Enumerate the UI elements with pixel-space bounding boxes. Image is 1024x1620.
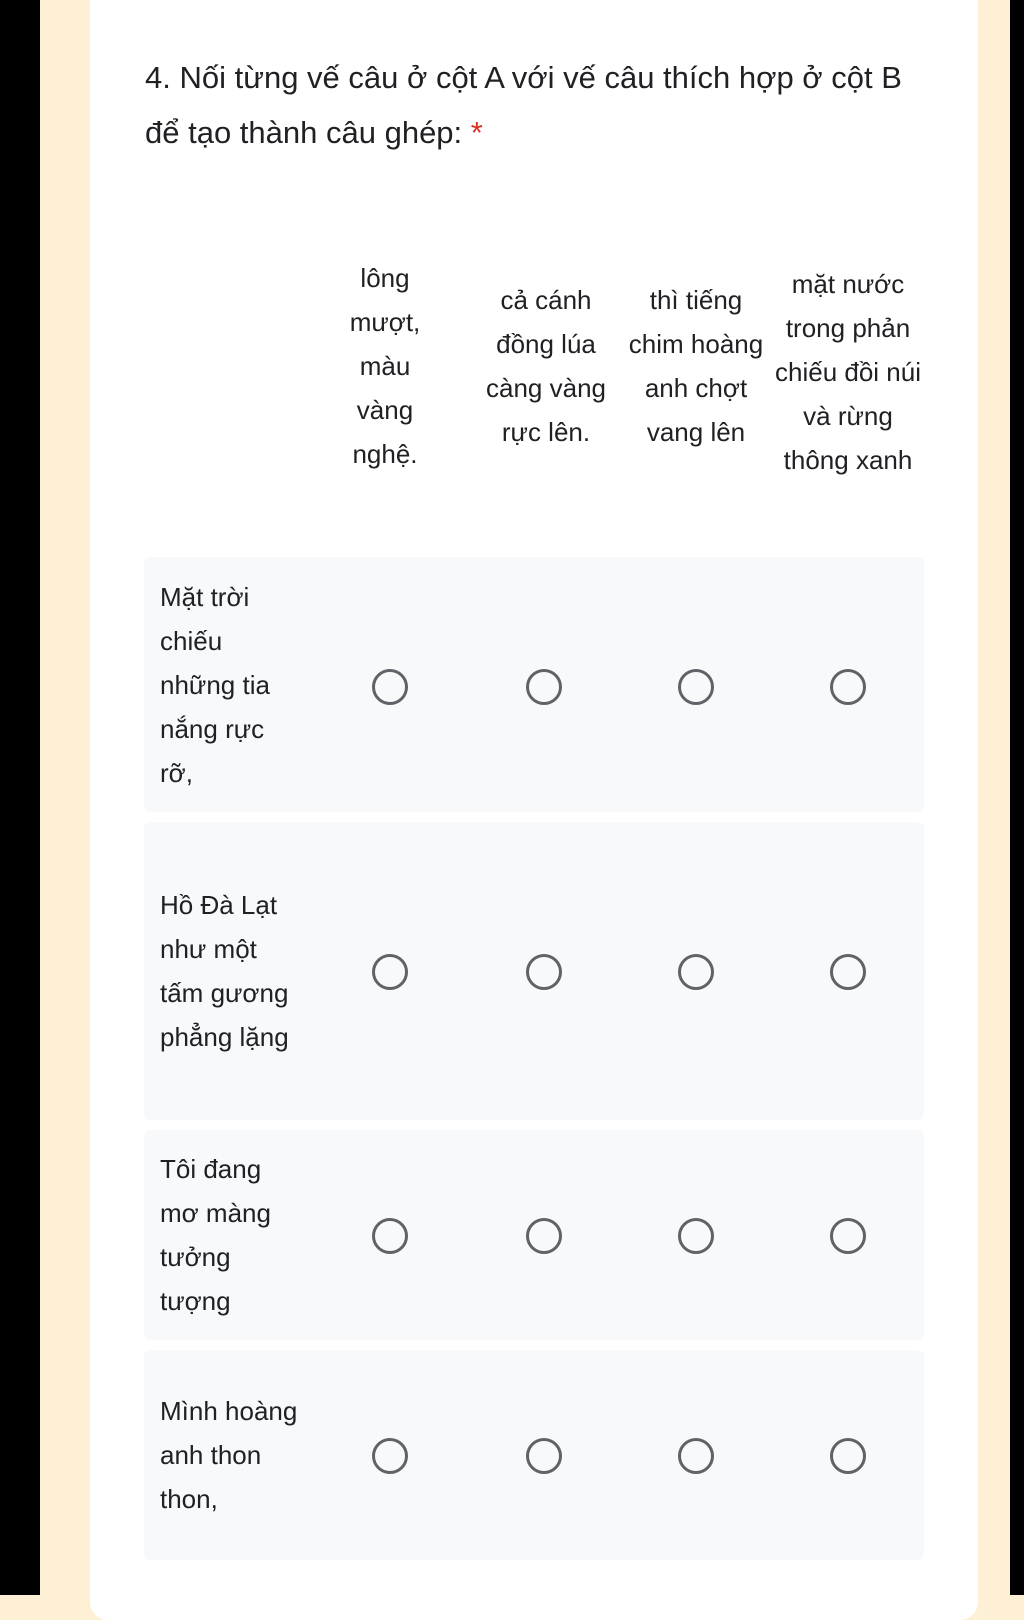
radio-row3-col4[interactable]	[830, 1218, 866, 1254]
column-header-label: cả cánh đồng lúa càng vàng rực lên.	[486, 285, 606, 447]
column-header-3	[624, 256, 768, 476]
row-label: Mình hoàng anh thon thon,	[160, 1396, 298, 1514]
radio-row2-col4[interactable]	[830, 954, 866, 990]
radio-row4-col4[interactable]	[830, 1438, 866, 1474]
right-edge	[1010, 0, 1024, 1595]
column-header-label: mặt nước trong phản chiếu đồi núi và rừng thông xanh	[775, 269, 921, 475]
left-edge	[0, 0, 40, 1595]
row-label: Mặt trời chiếu những tia nắng rực rỡ,	[160, 582, 270, 788]
radio-row2-col3[interactable]	[678, 954, 714, 990]
radio-row1-col2[interactable]	[526, 669, 562, 705]
radio-row3-col2[interactable]	[526, 1218, 562, 1254]
column-header-4	[774, 196, 922, 548]
radio-row2-col2[interactable]	[526, 954, 562, 990]
question-title	[145, 50, 935, 160]
radio-row3-col1[interactable]	[372, 1218, 408, 1254]
radio-row1-col3[interactable]	[678, 669, 714, 705]
row-label: Hồ Đà Lạt như một tấm gương phẳng lặng	[160, 890, 289, 1052]
radio-row3-col3[interactable]	[678, 1218, 714, 1254]
radio-row4-col3[interactable]	[678, 1438, 714, 1474]
radio-row1-col4[interactable]	[830, 669, 866, 705]
column-header-2	[472, 256, 620, 476]
column-header-1	[332, 256, 438, 476]
radio-row4-col2[interactable]	[526, 1438, 562, 1474]
radio-row4-col1[interactable]	[372, 1438, 408, 1474]
column-header-label: thì tiếng chim hoàng anh chợt vang lên	[628, 285, 764, 447]
column-header-label: lông mượt, màu vàng nghệ.	[349, 263, 421, 469]
row-label: Tôi đang mơ màng tưởng tượng	[160, 1154, 271, 1316]
required-marker: *	[470, 115, 483, 150]
radio-row2-col1[interactable]	[372, 954, 408, 990]
radio-row1-col1[interactable]	[372, 669, 408, 705]
question-title-text: 4. Nối từng vế câu ở cột A với vế câu thích hợp ở cột B để tạo thành câu ghép:	[145, 60, 902, 150]
